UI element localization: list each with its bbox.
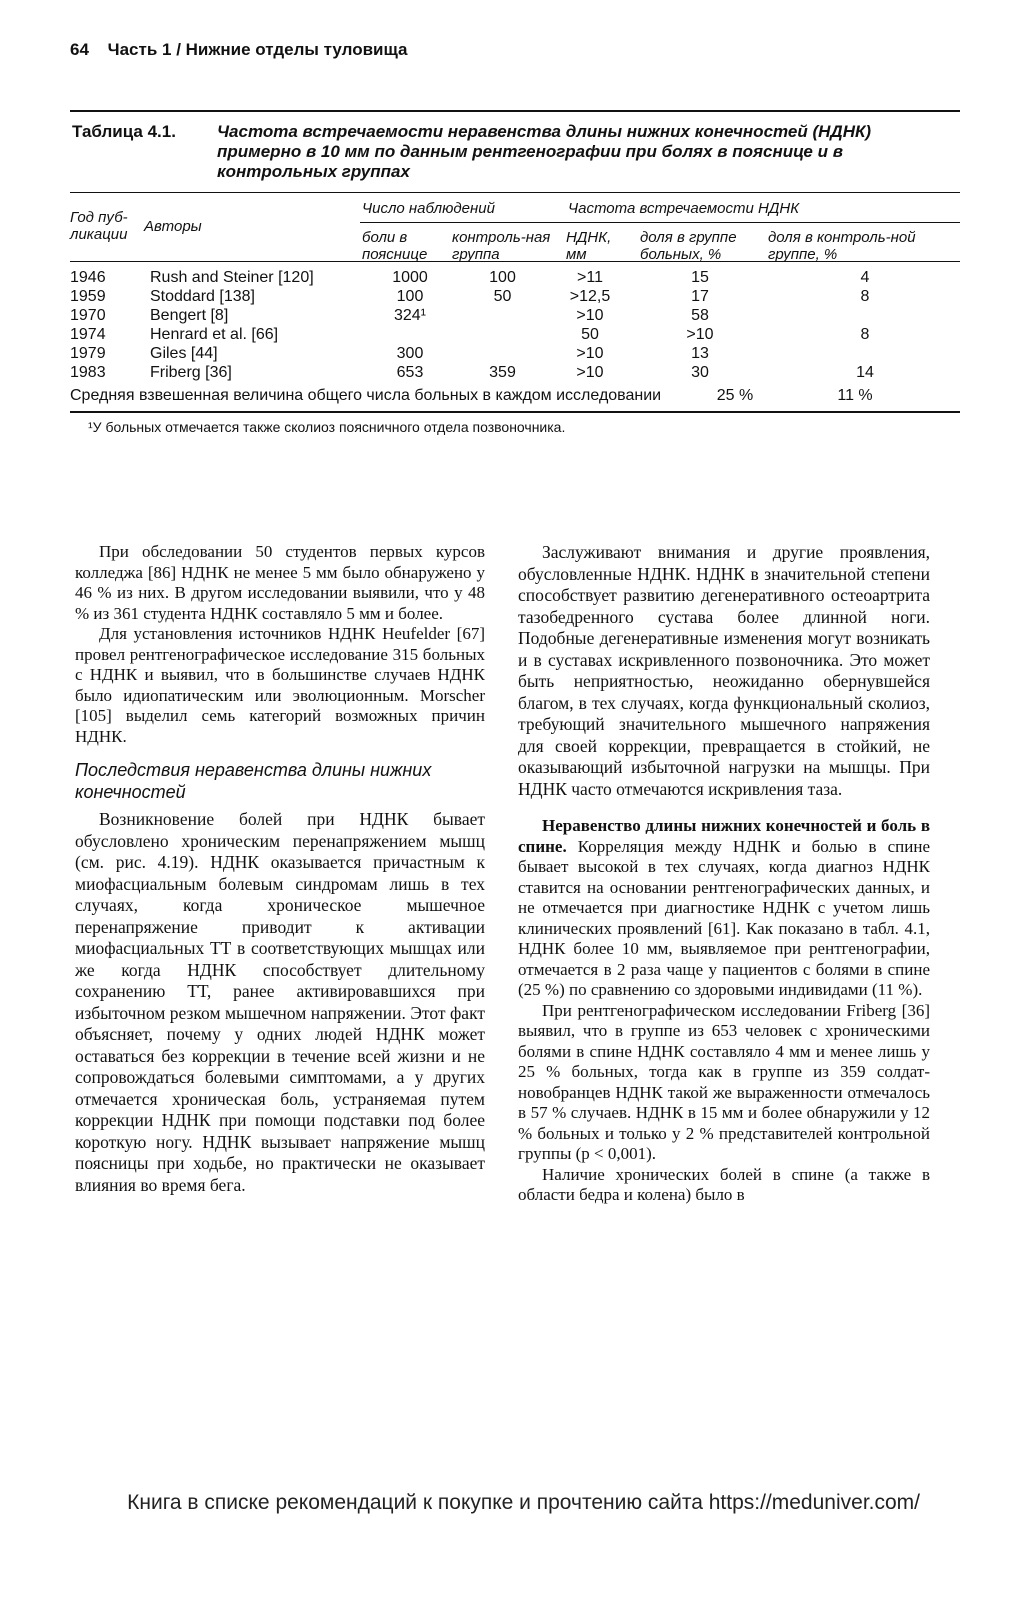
cell-ndnk: >12,5 (569, 288, 611, 305)
cell-share-control: 8 (860, 326, 870, 343)
site-watermark: Книга в списке рекомендаций к покупке и прочтению сайта https://meduniver.com/ (127, 1491, 920, 1514)
cell-ndnk: >11 (577, 269, 603, 286)
summary-control: 11 % (837, 387, 873, 404)
paragraph: Наличие хронических болей в спине (а также в области бедра и колена) было в (518, 1164, 930, 1204)
cell-share-patients: 30 (691, 364, 709, 381)
table-footnote: ¹У больных отмечается также сколиоз поясничного отдела позвоночника. (88, 419, 566, 435)
cell-authors: Giles [44] (150, 345, 218, 362)
col-group-observations: Число наблюдений (362, 200, 495, 217)
cell-authors: Henrard et al. [66] (150, 326, 279, 343)
cell-control (455, 325, 550, 344)
table-caption (70, 112, 960, 182)
running-title: Часть 1 / Нижние отделы туловища (107, 40, 408, 59)
cell-year: 1970 (70, 307, 106, 324)
cell-ndnk: 50 (581, 326, 599, 343)
right-column (518, 542, 930, 1206)
table-summary-row (70, 386, 960, 411)
cell-back-pain: 1000 (392, 269, 428, 286)
cell-year: 1946 (70, 269, 106, 286)
paragraph-text: Корреляция между НДНК и болью в спине бывает высокой в тех случаях, когда диагноз НДНК ставится на основании рентгенографических данных, и не отмечается при диагностике НДНК с учетом лишь клинических проявлений [61]. Как показано в табл. 4.1, НДНК более 10 мм, выявляемое при рентгенографии, отмечается в 2 раза чаще у пациентов с болями в спине (25 %) по сравнению со здоровыми индивидами (11 %). (518, 836, 930, 999)
cell-control: 100 (489, 269, 516, 286)
col-ndnk-mm: НДНК, мм (566, 229, 612, 263)
table-caption-text: Частота встречаемости неравенства длины нижних конечностей (НДНК) примерно в 10 мм по данным рентгенографии при болях в пояснице и в контрольных группах (217, 122, 872, 181)
cell-back-pain: 100 (396, 288, 424, 305)
paragraph: При рентгенографическом исследовании Friberg [36] выявил, что в группе из 653 человек с хроническими болями в спине НДНК составляло 4 мм и менее лишь у 25 % больных, тогда как в группе из 359 солдат-новобранцев НДНК такой же выраженности отмечалось в 57 % случаев. НДНК в 15 мм и более обнаружили у 12 % больных и только у 2 % представителей контрольной группы (p < 0,001). (518, 1000, 930, 1163)
summary-label: Средняя взвешенная величина общего числа больных в каждом исследовании (70, 387, 662, 404)
col-control: контроль-ная группа (452, 229, 551, 263)
cell-control (455, 306, 550, 325)
cell-share-control (770, 344, 960, 363)
cell-authors: Bengert [8] (150, 307, 229, 324)
cell-share-control: 4 (860, 269, 870, 286)
col-year: Год пуб-ликации (70, 209, 128, 243)
table-row (70, 287, 960, 306)
table-row (70, 363, 960, 382)
col-share-patients: доля в группе больных, % (640, 229, 737, 263)
cell-share-control: 8 (860, 288, 870, 305)
cell-authors: Friberg [36] (150, 364, 232, 381)
left-column (75, 542, 485, 1196)
table-header (70, 192, 960, 262)
table-body (70, 268, 960, 382)
table-row (70, 268, 960, 287)
header-rule-top (70, 192, 960, 193)
cell-authors: Stoddard [138] (150, 288, 255, 305)
col-back-pain: боли в пояснице (362, 229, 428, 263)
paragraph: Заслуживают внимания и другие проявления, обусловленные НДНК. НДНК в значительной степени способствует развитию дегенеративного остеоартрита тазобедренного сустава более длинной ноги. Подобные дегенеративные изменения могут возникать и в суставах искривленного позвоночника. Это может быть неприятностью, неожиданно обернувшейся благом, в тех случаях, когда функциональный сколиоз, требующий значительного мышечного напряжения для своей коррекции, превращается в стойкий, не оказывающий избыточной нагрузки на мышцы. При НДНК часто отмечаются искривления таза. (518, 542, 930, 799)
running-header (70, 40, 408, 60)
cell-share-patients: 17 (691, 288, 709, 305)
cell-share-patients: 13 (691, 345, 709, 362)
cell-control: 50 (493, 288, 512, 305)
cell-share-patients: 58 (691, 307, 709, 324)
paragraph (518, 816, 930, 1001)
summary-patients: 25 % (716, 387, 754, 404)
cell-year: 1959 (70, 288, 106, 305)
table-4-1 (70, 110, 960, 435)
cell-year: 1974 (70, 326, 106, 343)
paragraph: Возникновение болей при НДНК бывает обусловлено хроническим перенапряжением мышц (см. рис. 4.19). НДНК оказывается причастным к миофасциальным болевым синдромам лишь в тех случаях, когда хроническое мышечное перенапряжение приводит к активации миофасциальных ТТ в соответствующих мышцах или же когда НДНК способствует длительному сохранению ТТ, ранее активировавшихся при избыточном резком мышечном напряжении. Этот факт объясняет, почему у одних людей НДНК может оставаться без коррекции в течение всей жизни и не сопровождаться болевыми симптомами, а у других отмечается хроническая боль, устраняемая путем коррекции НДНК при помощи подставки под более короткую ногу. НДНК вызывает напряжение мышц поясницы при ходьбе, но практически не оказывает влияния во время бега. (75, 809, 485, 1195)
cell-control: 359 (489, 364, 516, 381)
table-label: Таблица 4.1. (72, 122, 176, 141)
col-share-control: доля в контроль-ной группе, % (768, 229, 916, 263)
runin-heading: Неравенство длины нижних конечностей и боль в спине. (518, 816, 930, 856)
cell-share-control (770, 306, 960, 325)
cell-back-pain: 300 (396, 345, 424, 362)
cell-share-patients: >10 (686, 326, 714, 343)
cell-back-pain: 324¹ (393, 307, 427, 324)
cell-ndnk: >10 (576, 345, 604, 362)
cell-authors: Rush and Steiner [120] (150, 269, 314, 286)
cell-year: 1979 (70, 345, 106, 362)
table-row (70, 344, 960, 363)
cell-back-pain: 653 (396, 364, 424, 381)
page-number: 64 (70, 40, 89, 59)
cell-year: 1983 (70, 364, 106, 381)
cell-share-patients: 15 (691, 269, 709, 286)
cell-share-control: 14 (856, 364, 874, 381)
cell-ndnk: >10 (576, 307, 604, 324)
cell-ndnk: >10 (576, 364, 604, 381)
table-row (70, 325, 960, 344)
cell-back-pain (365, 325, 455, 344)
cell-control (455, 344, 550, 363)
paragraph: При обследовании 50 студентов первых курсов колледжа [86] НДНК не менее 5 мм было обнаружено у 46 % из них. В другом исследовании выявили, что у 48 % из 361 студента НДНК составляло 5 мм и более. (75, 542, 485, 623)
table-bottom-rule (70, 411, 960, 413)
col-authors: Авторы (144, 218, 202, 235)
col-group-frequency: Частота встречаемости НДНК (568, 200, 800, 217)
header-rule-mid (360, 222, 960, 223)
section-heading: Последствия неравенства длины нижних конечностей (75, 760, 432, 802)
table-row (70, 306, 960, 325)
paragraph: Для установления источников НДНК Heufelder [67] провел рентгенографическое исследование 315 больных с НДНК и выявил, что в большинстве случаев НДНК было идиопатическим или эволюционным. Morscher [105] выделил семь категорий возможных причин НДНК. (75, 624, 485, 746)
